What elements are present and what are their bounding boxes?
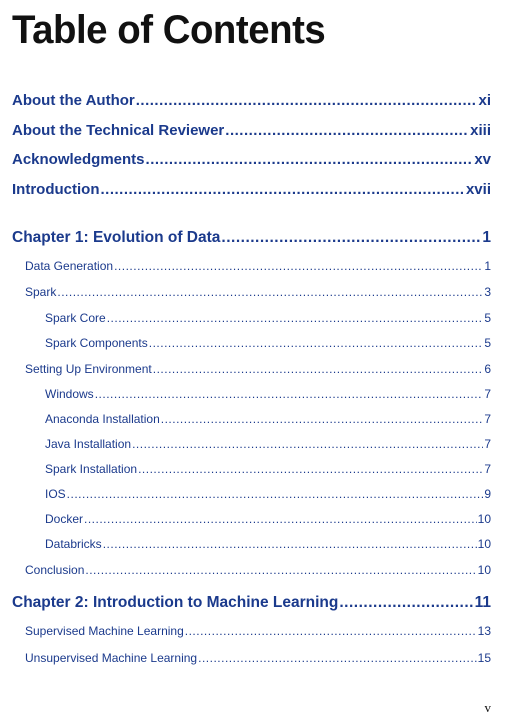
toc-entry-page-number: 11 <box>474 594 491 611</box>
toc-entry-label: Spark <box>25 285 57 299</box>
dot-leader <box>198 651 477 665</box>
dot-leader <box>57 285 483 299</box>
toc-entry-page-number: 10 <box>477 512 491 526</box>
toc-entry-label: Chapter 1: Evolution of Data <box>12 229 221 246</box>
dot-leader <box>85 563 476 577</box>
toc-entry-label: Acknowledgments <box>12 151 145 168</box>
toc-entry-label: Spark Installation <box>45 462 138 476</box>
toc-entry-data-generation[interactable] <box>25 259 491 273</box>
toc-entry-anaconda-installation[interactable] <box>45 412 491 426</box>
dot-leader <box>161 412 484 426</box>
toc-entry-java-installation[interactable] <box>45 437 491 451</box>
toc-entry-unsupervised-machine-learning[interactable] <box>25 651 491 665</box>
toc-entry-label: Setting Up Environment <box>25 362 152 376</box>
toc-entry-label: Spark Core <box>45 311 106 325</box>
toc-entry-page-number: 3 <box>484 285 491 299</box>
dot-leader <box>149 336 484 350</box>
dot-leader <box>103 537 477 551</box>
page-number-folio: v <box>484 700 491 715</box>
toc-entry-label: Windows <box>45 387 94 401</box>
toc-entry-page-number: 1 <box>482 229 491 246</box>
toc-entry-spark-components[interactable] <box>45 336 491 350</box>
toc-entry-label: IOS <box>45 487 66 501</box>
toc-entry-page-number: xiii <box>470 122 491 139</box>
dot-leader <box>339 594 473 612</box>
dot-leader <box>185 624 477 638</box>
toc-entry-page-number: 1 <box>484 259 491 273</box>
toc-entry-about-the-technical-reviewer[interactable] <box>12 122 491 139</box>
toc-entry-supervised-machine-learning[interactable] <box>25 624 491 638</box>
dot-leader <box>138 462 483 476</box>
toc-entry-databricks[interactable] <box>45 537 491 551</box>
toc-entry-chapter-1[interactable] <box>12 229 491 247</box>
toc-entry-page-number: 7 <box>484 437 491 451</box>
dot-leader <box>225 122 469 139</box>
dot-leader <box>221 229 481 247</box>
toc-entry-label: Data Generation <box>25 259 114 273</box>
toc-entry-about-the-author[interactable] <box>12 92 491 109</box>
toc-entry-label: Docker <box>45 512 84 526</box>
dot-leader <box>84 512 477 526</box>
toc-entry-label: Chapter 2: Introduction to Machine Learning <box>12 594 339 611</box>
toc-entry-page-number: 13 <box>477 624 491 638</box>
toc-entry-label: About the Author <box>12 92 135 109</box>
toc-entry-setting-up-environment[interactable] <box>25 362 491 376</box>
toc-entry-docker[interactable] <box>45 512 491 526</box>
dot-leader <box>136 92 478 109</box>
dot-leader <box>67 487 484 501</box>
toc-entry-page-number: xi <box>478 92 491 109</box>
toc-entry-page-number: 10 <box>477 563 491 577</box>
toc-entry-spark[interactable] <box>25 285 491 299</box>
toc-entry-label: Conclusion <box>25 563 85 577</box>
dot-leader <box>132 437 483 451</box>
dot-leader <box>100 181 464 198</box>
toc-entry-label: Unsupervised Machine Learning <box>25 651 198 665</box>
toc-entry-page-number: 10 <box>477 537 491 551</box>
toc-entry-label: Databricks <box>45 537 102 551</box>
dot-leader <box>114 259 483 273</box>
toc-entry-page-number: 9 <box>484 487 491 501</box>
toc-entry-chapter-2[interactable] <box>12 594 491 612</box>
toc-entry-conclusion[interactable] <box>25 563 491 577</box>
toc-entry-introduction[interactable] <box>12 181 491 198</box>
page-title: Table of Contents <box>12 8 326 52</box>
toc-entry-label: Java Installation <box>45 437 132 451</box>
toc-entry-page-number: 15 <box>477 651 491 665</box>
dot-leader <box>146 151 474 168</box>
toc-entry-ios[interactable] <box>45 487 491 501</box>
toc-entry-spark-core[interactable] <box>45 311 491 325</box>
toc-entry-page-number: 7 <box>484 462 491 476</box>
toc-entry-windows[interactable] <box>45 387 491 401</box>
toc-entry-label: Supervised Machine Learning <box>25 624 184 638</box>
dot-leader <box>95 387 484 401</box>
toc-entry-label: Anaconda Installation <box>45 412 160 426</box>
toc-entry-page-number: xvii <box>465 181 491 198</box>
toc-entry-page-number: 5 <box>484 311 491 325</box>
toc-entry-page-number: 7 <box>484 412 491 426</box>
toc-entry-page-number: xv <box>474 151 491 168</box>
toc-entry-page-number: 7 <box>484 387 491 401</box>
toc-entry-label: About the Technical Reviewer <box>12 122 225 139</box>
toc-entry-page-number: 5 <box>484 336 491 350</box>
toc-entry-page-number: 6 <box>484 362 491 376</box>
toc-entry-acknowledgments[interactable] <box>12 151 491 168</box>
toc-entry-label: Introduction <box>12 181 100 198</box>
toc-entry-label: Spark Components <box>45 336 148 350</box>
dot-leader <box>107 311 484 325</box>
toc-entry-spark-installation[interactable] <box>45 462 491 476</box>
dot-leader <box>153 362 484 376</box>
